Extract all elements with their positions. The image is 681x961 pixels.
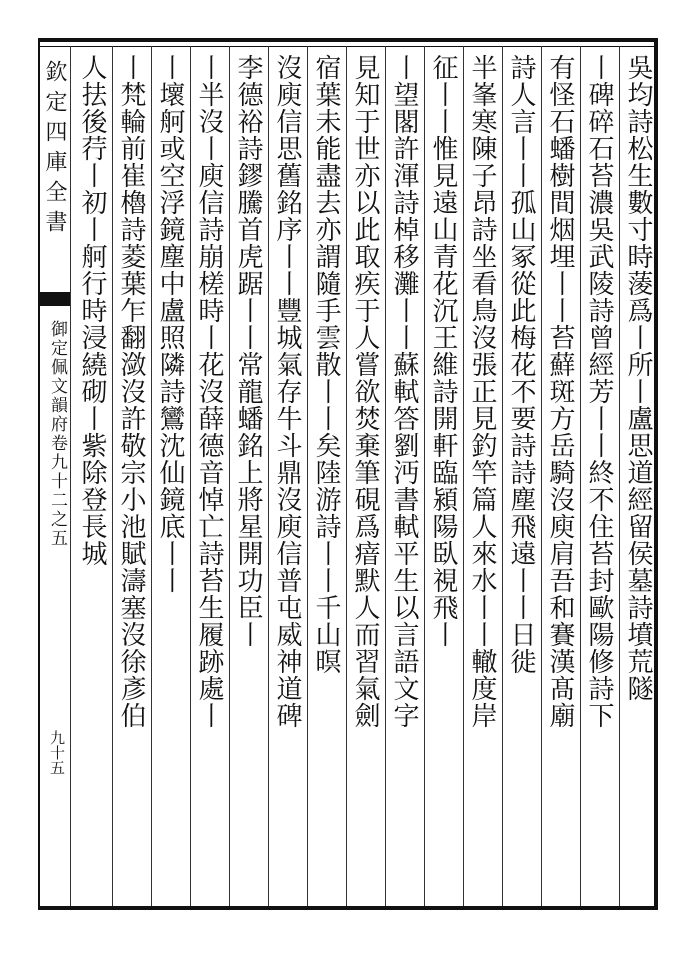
column-rule	[619, 46, 620, 906]
page-number: 九十五	[48, 730, 66, 775]
text-column-5: 半峯寒陳子昂詩坐看鳥沒張正見釣竿篇人來水丨丨轍度岸	[467, 54, 497, 729]
column-rule	[112, 46, 113, 906]
column-rule	[190, 46, 191, 906]
text-column-13: 丨壞舸或空浮鏡塵中盧照隣詩鸞沈仙鏡底丨丨	[155, 54, 185, 594]
column-rule	[580, 46, 581, 906]
text-column-7: 丨望閣許渾詩棹移灘丨丨蘇軾答劉沔書軾平生以言語文字	[389, 54, 419, 729]
column-rule	[151, 46, 152, 906]
fish-tail-mark	[40, 292, 70, 306]
text-column-11: 李德裕詩鏐騰首虎踞丨丨常龍蟠銘上將星開功臣丨	[233, 54, 263, 648]
text-column-6: 征丨丨惟見遠山青花沉王維詩開軒臨潁陽臥視飛丨	[428, 54, 458, 648]
column-rule	[541, 46, 542, 906]
text-column-12: 丨半沒丨庾信詩崩槎時丨花沒薛德音悼亡詩苔生履跡處丨	[194, 54, 224, 729]
column-rule	[424, 46, 425, 906]
text-column-2: 丨碑碎石苔濃吳武陵詩曾經芳丨丨終不住苔封歐陽修詩下	[584, 54, 614, 729]
text-column-10: 沒庾信思舊銘序丨丨豐城氣存牛斗鼎沒庾信普屯威神道碑	[272, 54, 302, 729]
margin-book-title: 御定佩文韻府卷九十二之五	[47, 320, 67, 548]
frame-top-inner-border	[38, 46, 658, 47]
column-rule	[502, 46, 503, 906]
column-rule	[268, 46, 269, 906]
text-column-14: 丨梵輪前崔櫓詩菱葉乍翻潋沒許敬宗小池賦濤塞沒徐彥伯	[116, 54, 146, 729]
margin-header: 欽定四庫全書	[42, 60, 67, 240]
text-column-9: 宿葉未能盡去亦謂隨手雲散丨丨矣陸游詩丨丨千山暝	[311, 54, 341, 675]
text-column-1: 吳均詩松生數寸時蔆爲丨所丨盧思道經留侯墓詩墳荒隧	[623, 54, 653, 702]
column-rule	[307, 46, 308, 906]
column-rule	[463, 46, 464, 906]
column-rule	[346, 46, 347, 906]
text-column-15: 人抾後荇丨初丨舸行時浸繞砌丨紫除登長城	[77, 54, 107, 567]
frame-top-border	[38, 38, 658, 42]
text-column-8: 見知于世亦以此取疾于人嘗欲焚棄筆硯爲瘖默人而習氣劍	[350, 54, 380, 729]
frame-right-border	[654, 38, 658, 910]
column-rule	[229, 46, 230, 906]
text-column-4: 詩人言丨丨孤山冢從此梅花不要詩詩塵飛遠丨丨日徙	[506, 54, 536, 675]
frame-bottom-border	[38, 906, 658, 910]
text-column-3: 有怪石蟠樹間烟埋丨丨苔蘚斑方岳騎沒庾肩吾和賽漢髙廟	[545, 54, 575, 729]
column-rule	[385, 46, 386, 906]
